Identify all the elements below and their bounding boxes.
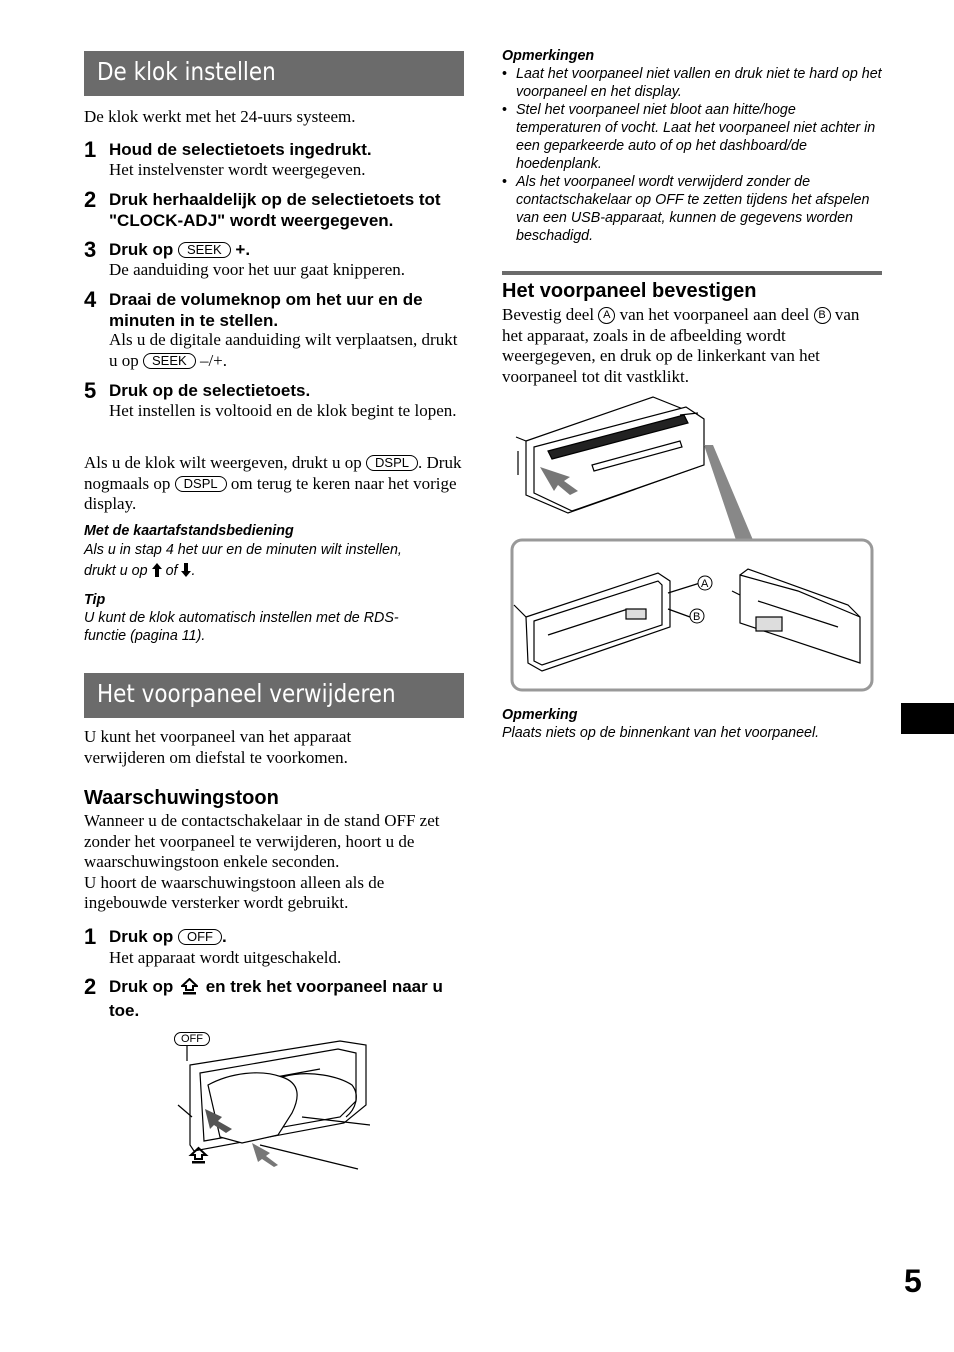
display-text: Als u de klok wilt weergeven, drukt u op xyxy=(84,453,362,472)
tip-body: U kunt de klok automatisch instellen met de RDS-functie (pagina 11). xyxy=(84,610,399,644)
section-rule xyxy=(502,271,882,275)
display-text: om terug te keren naar het vorige display. xyxy=(84,473,457,513)
step-heading xyxy=(109,240,469,261)
remove-panel-illustration xyxy=(170,1025,370,1175)
page-number: 5 xyxy=(904,1263,922,1299)
step-body: Het apparaat wordt uitgeschakeld. xyxy=(109,948,342,967)
warning-text: Wanneer u de contactschakelaar in de stand OFF zet zonder het voorpaneel te verwijderen, hoort u de waarschuwingstoon enkele seconden. xyxy=(84,811,440,871)
remote-text: Als u in stap 4 het uur en de minuten wilt instellen, xyxy=(84,542,402,558)
step-heading-text: . xyxy=(221,927,227,946)
step-heading-text: en trek het voorpaneel naar u toe. xyxy=(109,977,443,1020)
warning-heading: Waarschuwingstoon xyxy=(84,787,279,809)
arrow-up-icon xyxy=(152,563,162,582)
note-item: • Stel het voorpaneel niet bloot aan hitte/hoge temperaturen of vocht. Laat het voorpaneel niet achter in een geparkeerde auto of op het dashboard/de hoedenplank. xyxy=(502,101,882,173)
attach-text: van het voorpaneel aan deel xyxy=(619,305,810,324)
unit-drawing xyxy=(170,1025,370,1175)
release-icon xyxy=(181,978,198,1001)
step-heading xyxy=(109,977,469,1021)
step-heading-text: Druk op xyxy=(109,927,174,946)
step-number: 3 xyxy=(84,237,97,262)
attach-body xyxy=(502,305,882,387)
step-heading-text: +. xyxy=(235,240,251,259)
remote-text: . xyxy=(191,563,196,579)
part-a-marker: A xyxy=(598,307,615,324)
step-number: 2 xyxy=(84,974,97,999)
warning-text: U hoort de waarschuwingstoon alleen als de ingebouwde versterker wordt gebruikt. xyxy=(84,872,385,912)
attach-heading: Het voorpaneel bevestigen xyxy=(502,280,757,302)
off-button-label: OFF xyxy=(174,1032,210,1046)
step-heading-text: Druk op xyxy=(109,977,174,996)
attach-panel-illustration xyxy=(508,395,878,695)
attach-drawing xyxy=(508,395,878,695)
seek-button-label: SEEK xyxy=(178,242,231,258)
step-heading: Houd de selectietoets ingedrukt. xyxy=(109,140,372,159)
intro-text: De klok werkt met het 24-uurs systeem. xyxy=(84,107,356,126)
remote-text: drukt u op xyxy=(84,563,148,579)
step-body: Het instelvenster wordt weergegeven. xyxy=(109,160,366,179)
arrow-down-icon xyxy=(181,563,191,582)
notes-heading: Opmerkingen xyxy=(502,48,595,64)
step-body xyxy=(109,330,469,371)
step-heading: Druk herhaaldelijk op de selectietoets tot "CLOCK-ADJ" wordt weergegeven. xyxy=(109,190,441,230)
part-a-label: A xyxy=(701,578,709,590)
part-b-label: B xyxy=(693,611,701,623)
section-banner-remove xyxy=(84,673,464,718)
step-heading-text: Druk op xyxy=(109,240,174,259)
remote-body xyxy=(84,541,464,582)
attach-text: van het apparaat, zoals in de afbeelding wordt weergegeven, en druk op de linkerkant van het voorpaneel tot dit vastklikt. xyxy=(502,305,860,386)
step-heading xyxy=(109,927,469,948)
note-item: • Laat het voorpaneel niet vallen en druk niet te hard op het voorpaneel en het display. xyxy=(502,65,882,101)
dspl-button-label: DSPL xyxy=(366,455,418,471)
step-number: 4 xyxy=(84,287,97,312)
step-number: 5 xyxy=(84,378,97,403)
section-title: De klok instellen xyxy=(97,57,276,86)
display-text: . Druk nogmaals op xyxy=(84,453,462,493)
step-number: 2 xyxy=(84,187,97,212)
part-b-marker: B xyxy=(814,307,831,324)
section-banner-clock xyxy=(84,51,464,96)
step-body: De aanduiding voor het uur gaat knipperen. xyxy=(109,260,405,279)
remote-text: of xyxy=(165,563,178,579)
note-body: Plaats niets op de binnenkant van het voorpaneel. xyxy=(502,725,820,741)
attach-text: Bevestig deel xyxy=(502,305,595,324)
display-paragraph xyxy=(84,453,464,515)
warning-body xyxy=(84,811,464,914)
language-tab-marker xyxy=(901,703,954,734)
seek-button-label: SEEK xyxy=(143,353,196,369)
step-heading: Druk op de selectietoets. xyxy=(109,381,311,400)
notes-list xyxy=(502,65,882,245)
note-item: • Als het voorpaneel wordt verwijderd zonder de contactschakelaar op OFF te zetten tijdens het afspelen van een USB-apparaat, kunnen de gegevens worden beschadigd. xyxy=(502,173,882,245)
step-body: Het instellen is voltooid en de klok begint te lopen. xyxy=(109,401,457,420)
dspl-button-label: DSPL xyxy=(175,476,227,492)
intro-text: U kunt het voorpaneel van het apparaat verwijderen om diefstal te voorkomen. xyxy=(84,727,352,767)
remote-heading: Met de kaartafstandsbediening xyxy=(84,523,294,539)
step-body-text: –/+. xyxy=(199,350,227,370)
tip-heading: Tip xyxy=(84,592,106,608)
step-number: 1 xyxy=(84,924,97,949)
step-body-text: Als u de digitale aanduiding wilt verplaatsen, drukt u op xyxy=(109,330,458,370)
section-title: Het voorpaneel verwijderen xyxy=(97,679,396,708)
step-number: 1 xyxy=(84,137,97,162)
off-button-label: OFF xyxy=(178,929,222,945)
step-heading: Draai de volumeknop om het uur en de minuten in te stellen. xyxy=(109,290,423,330)
note-heading: Opmerking xyxy=(502,707,578,723)
